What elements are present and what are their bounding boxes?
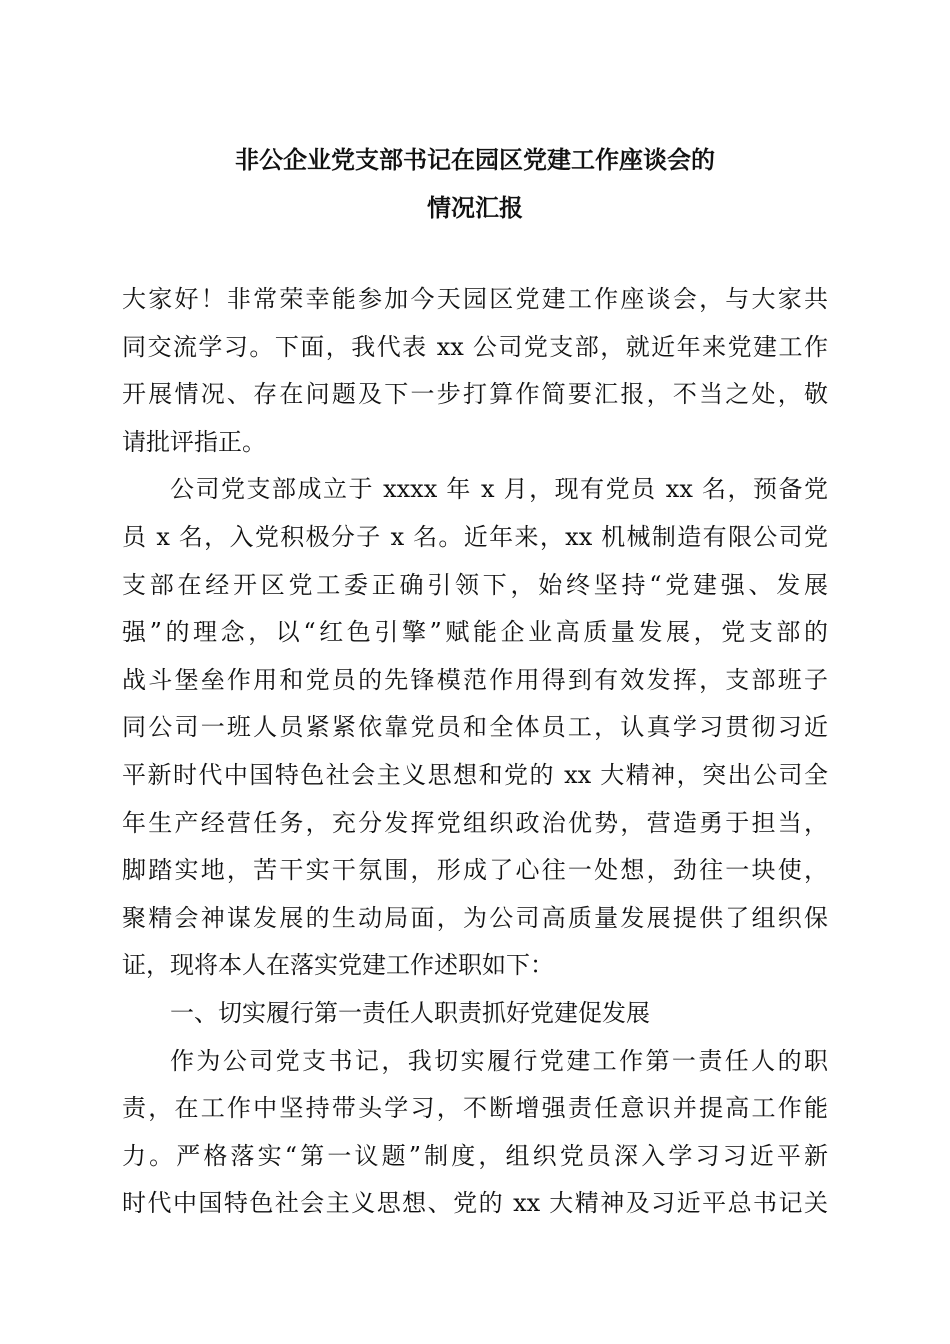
text-line: 作为公司党支书记，我切实履行党建工作第一责任人的职 [170,1046,828,1075]
title-line: 非公企业党支部书记在园区党建工作座谈会的 [235,145,715,174]
section-heading [122,990,828,1038]
text-line: 聚精会神谋发展的生动局面，为公司高质量发展提供了组织保 [122,903,828,932]
text-line: 支部在经开区党工委正确引领下，始终坚持“党建强、发展 [122,570,828,599]
title-line: 情况汇报 [427,192,523,222]
text-line: 员 x 名，入党积极分子 x 名。近年来，xx 机械制造有限公司党 [122,522,828,551]
paragraph-greeting [122,276,828,466]
text-line: 脚踏实地，苦干实干氛围，形成了心往一处想，劲往一块使， [122,856,828,885]
text-line: 战斗堡垒作用和党员的先锋模范作用得到有效发挥，支部班子 [122,665,828,694]
text-line: 开展情况、存在问题及下一步打算作简要汇报，不当之处，敬 [122,380,828,409]
text-line: 年生产经营任务，充分发挥党组织政治优势，营造勇于担当， [122,808,828,837]
text-line: 时代中国特色社会主义思想、党的 xx 大精神及习近平总书记关 [122,1189,828,1218]
document-title [100,136,850,231]
text-line: 同公司一班人员紧紧依靠党员和全体员工，认真学习贯彻习近 [122,713,828,742]
text-line: 责，在工作中坚持带头学习，不断增强责任意识并提高工作能 [122,1094,828,1123]
text-line: 大家好！非常荣幸能参加今天园区党建工作座谈会，与大家共 [122,285,828,313]
text-line: 力。严格落实“第一议题”制度，组织党员深入学习习近平新 [122,1141,828,1170]
text-line: 请批评指正。 [122,427,266,456]
text-line: 证，现将本人在落实党建工作述职如下： [122,951,554,980]
text-line: 同交流学习。下面，我代表 xx 公司党支部，就近年来党建工作 [122,332,828,361]
heading-text: 一、切实履行第一责任人职责抓好党建促发展 [170,998,650,1027]
text-line: 公司党支部成立于 xxxx 年 x 月，现有党员 xx 名，预备党 [170,475,828,504]
paragraph-overview [122,466,828,990]
text-line: 强”的理念，以“红色引擎”赋能企业高质量发展，党支部的 [122,618,828,647]
document-body [122,276,828,1228]
paragraph-responsibility [122,1038,828,1228]
text-line: 平新时代中国特色社会主义思想和党的 xx 大精神，突出公司全 [122,760,828,789]
